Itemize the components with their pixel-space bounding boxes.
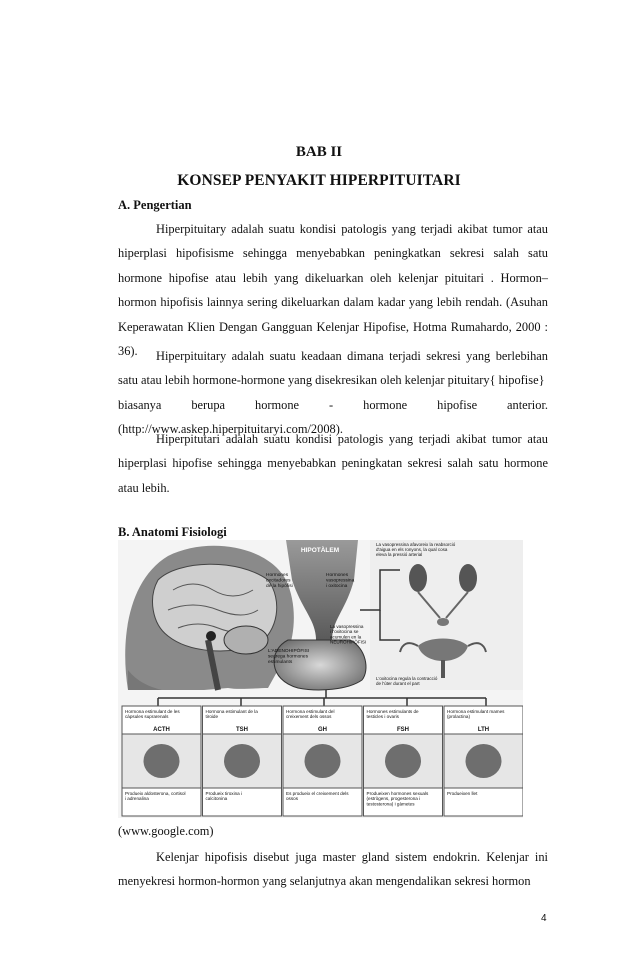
chapter-heading: BAB II <box>295 144 343 160</box>
hormone-effect: Produeix tiroxina i calcitonina <box>205 791 243 802</box>
reference-url: (http://www.askep.hiperpituitaryi.com/2008). <box>118 422 343 437</box>
hormone-effect: Produeixen hormones sexuals (estrògens, progesterona i testosterona) i gàmetes <box>366 791 429 807</box>
hormone-description: Hormona estimulant de les càpsules suprarenals <box>125 709 180 720</box>
hormone-code: LTH <box>477 727 490 733</box>
chapter-title: KONSEP PENYAKIT HIPERPITUITARI <box>177 172 461 189</box>
adenohipofisi-label: L'ADENOHIPÒFISI segrega hormones estimulants <box>268 649 310 665</box>
target-organs <box>370 540 523 690</box>
neurohipofisi-label: La vasopressina i l'oxitocina se acumulen en la NEUROHIPÒFISI <box>330 624 367 645</box>
paragraph-definition-3: Hiperpitutari adalah suatu kondisi patologis yang terjadi akibat tumor atau hiperplasi hipofise sehingga menyebabkan peningkatan sekresi salah satu hormone atau lebih. <box>118 432 548 495</box>
hormone-code: GH <box>318 727 327 733</box>
hormone-description: Hormona estimulant mames (prolactina) <box>447 709 505 720</box>
hormone-column-fsh <box>364 706 443 816</box>
hormone-columns <box>122 706 523 816</box>
vasopressina-label: Hormones vasopressina i oxitocina <box>326 573 355 589</box>
target-organ-icon <box>466 744 502 778</box>
hormone-code: ACTH <box>153 727 170 733</box>
hormone-code: FSH <box>397 727 409 733</box>
page-number: 4 <box>541 913 547 924</box>
hormone-column-acth <box>122 706 201 816</box>
hormone-column-gh <box>283 706 362 816</box>
target-organ-icon <box>305 744 341 778</box>
paragraph-definition-2-lead: Hiperpituitary adalah suatu keadaan dimana terjadi sekresi yang berlebihan satu atau lebih hormone-hormone yang disekresikan oleh kelenjar pituitary{ hipofise} <box>118 349 548 388</box>
hormone-column-lth <box>444 706 523 816</box>
target-organ-icon <box>144 744 180 778</box>
hormone-description: Hormones estimulants de testicles i ovaris <box>366 709 419 720</box>
paragraph-anatomy: Kelenjar hipofisis disebut juga master gland sistem endokrin. Kelenjar ini menyekresi hormon-hormon yang selanjutnya akan mengendalikan sekresi hormon <box>118 850 548 889</box>
hormone-description: Hormona estimulant del creixement dels ossos <box>286 709 335 720</box>
kidney-right-icon <box>459 564 477 592</box>
section-b-heading: B. Anatomi Fisiologi <box>118 525 227 539</box>
target-organ-icon <box>385 744 421 778</box>
paragraph-definition-2-spread: biasanya berupa hormone - hormone hipofise anterior. <box>118 397 548 412</box>
paragraph-definition-1: Hiperpituitary adalah suatu kondisi patologis yang terjadi akibat tumor atau hiperplasi hipofisisme sehingga menyebabkan peningkatkan sekresi salah satu hormone hipofise atau lebih yang dikeluarkan oleh kelenjar pituitari . Hormon–hormon hipofisis lainnya sering dikeluarkan dalam kadar yang lebih rendah. (Asuhan Keperawatan Klien Dengan Gangguan Kelenjar Hipofise, Hotma Rumahardo, 2000 : 36). <box>118 222 548 359</box>
hormone-description: Hormona estimulant de la tiroide <box>205 709 258 720</box>
uterus-note: L'oxitocina regula la contracció de l'úter durant el part <box>376 676 438 686</box>
pituitary-highlight <box>206 631 216 641</box>
hormone-code: TSH <box>236 727 248 733</box>
hormone-effect: Produeix aldosterona, cortisol i adrenalina <box>125 791 186 802</box>
kidney-note: La vasopressina afavoreix la reabsorció d'aigua en els ronyons, la qual cosa eleva la pressió arterial <box>376 542 456 557</box>
kidney-left-icon <box>409 564 427 592</box>
pituitary-diagram <box>118 540 523 818</box>
figure-caption: (www.google.com) <box>118 824 214 838</box>
excitadores-label: Hormones excitadores de la hipòfisi <box>266 573 293 589</box>
hormone-effect: Es produeix el creixement dels ossos <box>286 791 349 802</box>
target-organ-icon <box>224 744 260 778</box>
hypothalamus-label: HIPOTÀLEM <box>300 547 340 554</box>
hormone-column-tsh <box>203 706 282 816</box>
hormone-effect: Produeixen llet <box>447 791 478 796</box>
section-a-heading: A. Pengertian <box>118 198 192 212</box>
